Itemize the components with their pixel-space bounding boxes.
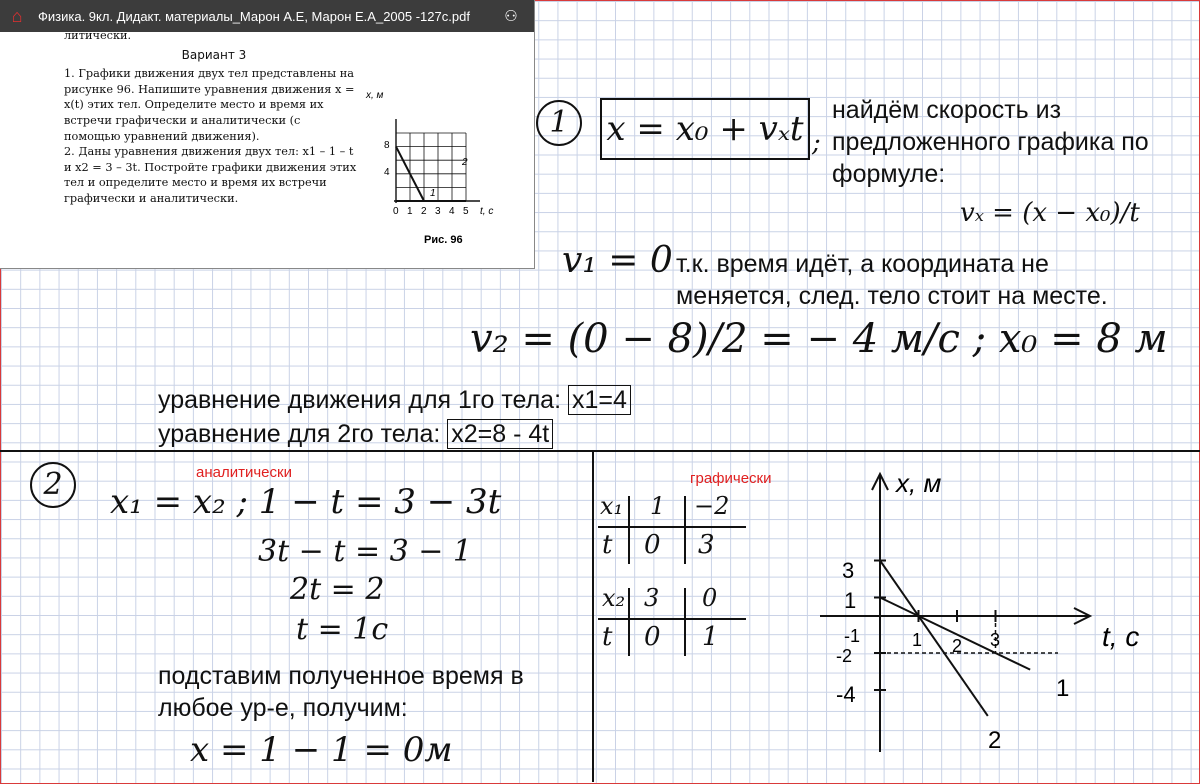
graph-y-tick: 1 <box>844 588 857 613</box>
step-2: 3t − t = 3 − 1 <box>258 534 472 569</box>
part1-number <box>536 100 582 146</box>
part1-note: найдём скорость из предложенного графика по формуле: <box>832 96 1149 188</box>
part1-number-text: 1 <box>549 105 569 140</box>
graph-y-tick: -2 <box>836 646 853 666</box>
graph-x-label: t, с <box>1102 621 1140 652</box>
pdf-fig-y-tick: 4 <box>384 167 390 178</box>
result-expression: x = 1 − 1 = 0м <box>190 730 453 770</box>
part2-number-text: 2 <box>43 467 63 502</box>
part2-number <box>30 462 76 508</box>
part1-formula-box <box>600 98 810 160</box>
value-table-2 <box>598 584 748 660</box>
table2-cell: x₂ <box>602 584 626 612</box>
step-3: 2t = 2 <box>290 572 385 607</box>
pdf-fragment: литически. <box>64 29 132 42</box>
v1-expression: v₁ = 0 <box>562 240 673 281</box>
table2-cell: 0 <box>702 584 718 612</box>
substitute-text: подставим полученное время в любое ур-е, получим: <box>158 662 524 722</box>
graph-line-label-2: 2 <box>988 727 1002 754</box>
pdf-title: Физика. 9кл. Дидакт. материалы_Марон А.Е, Марон Е.А_2005 -127с.pdf <box>38 8 470 24</box>
graph-y-tick: 3 <box>842 558 855 583</box>
step-1: x₁ = x₂ ; 1 − t = 3 − 3t <box>110 482 502 522</box>
graph-y-tick: -4 <box>836 682 856 707</box>
graph-line-label-1: 1 <box>1056 675 1070 702</box>
pdf-fig-x-tick: 1 <box>407 206 413 217</box>
eq1-box: x1=4 <box>568 385 631 415</box>
column-divider <box>592 452 594 782</box>
table1-cell: 3 <box>698 530 715 560</box>
pdf-figure-96 <box>362 86 512 251</box>
table2-cell: 0 <box>644 622 661 652</box>
table2-cell: 3 <box>644 584 660 612</box>
pdf-fig-y-label: x, м <box>366 90 384 101</box>
graph-x-tick: 3 <box>990 630 1001 650</box>
v2-expression: v₂ = (0 − 8)/2 = − 4 м/с ; x₀ = 8 м <box>470 316 1168 362</box>
table1-cell: −2 <box>694 492 730 520</box>
eq2-label: уравнение для 2го тела: <box>158 420 441 448</box>
pdf-fig-x-tick: 3 <box>435 206 441 217</box>
table2-cell: 1 <box>702 622 719 652</box>
binoculars-icon[interactable]: ⚇ <box>504 8 518 25</box>
v1-note: т.к. время идёт, а координата не меняется, след. тело стоит на месте. <box>676 250 1108 310</box>
graph-y-tick: -1 <box>844 626 861 646</box>
pdf-fig-x-tick: 5 <box>463 206 469 217</box>
graph-series-1 <box>880 598 1030 670</box>
analytic-label: аналитически <box>196 464 292 481</box>
eq2-box: x2=8 - 4t <box>447 419 553 449</box>
pdf-fig-y-tick: 8 <box>384 140 390 151</box>
pdf-fig-line-label-2: 2 <box>462 157 468 168</box>
table1-cell: x₁ <box>600 492 624 520</box>
graph-x-tick: 1 <box>912 630 923 650</box>
pdf-task-2: 2. Даны уравнения движения двух тел: x1 – 1 – t и x2 = 3 – 3t. Постройте графики движения этих тел и определите место и время их встречи графически и аналитически. <box>64 145 357 205</box>
part1-formula: x = x₀ + vₓt <box>606 109 804 149</box>
graphic-label: графически <box>690 470 772 487</box>
pdf-fig-x-label: t, с <box>480 206 494 217</box>
graph-y-label: x, м <box>896 468 942 498</box>
table1-cell: t <box>602 530 613 560</box>
eq1-row <box>158 386 631 415</box>
pdf-fig-line-label-1: 1 <box>430 188 436 199</box>
value-table-1 <box>598 492 748 568</box>
table1-cell: 1 <box>650 492 666 520</box>
eq2-row <box>158 420 553 449</box>
eq1-label: уравнение движения для 1го тела: <box>158 386 562 414</box>
graph-x-tick: 2 <box>952 636 963 656</box>
pdf-fig-x-tick: 2 <box>421 206 427 217</box>
section-divider <box>0 450 1200 452</box>
graph-series-2 <box>880 561 988 716</box>
motion-graph <box>800 456 1198 782</box>
part1-semicolon: ; <box>812 128 821 158</box>
pdf-task-1: 1. Графики движения двух тел представлены на рисунке 96. Напишите уравнения движения x = x(t) этих тел. Определите место и время их встречи графически и аналитически (с помощью уравнений движения). <box>64 67 355 143</box>
pdf-viewer-window <box>0 0 534 268</box>
pdf-fig-caption: Рис. 96 <box>424 234 463 246</box>
pdf-variant-heading: Вариант 3 <box>181 47 247 62</box>
step-4: t = 1с <box>296 612 389 647</box>
velocity-formula: vₓ = (x − x₀)/t <box>960 198 1140 228</box>
pdf-fig-x-tick: 0 <box>393 206 399 217</box>
table2-cell: t <box>602 622 613 652</box>
pdf-icon[interactable]: ⌂ <box>11 6 23 26</box>
table1-cell: 0 <box>644 530 661 560</box>
pdf-fig-x-tick: 4 <box>449 206 455 217</box>
